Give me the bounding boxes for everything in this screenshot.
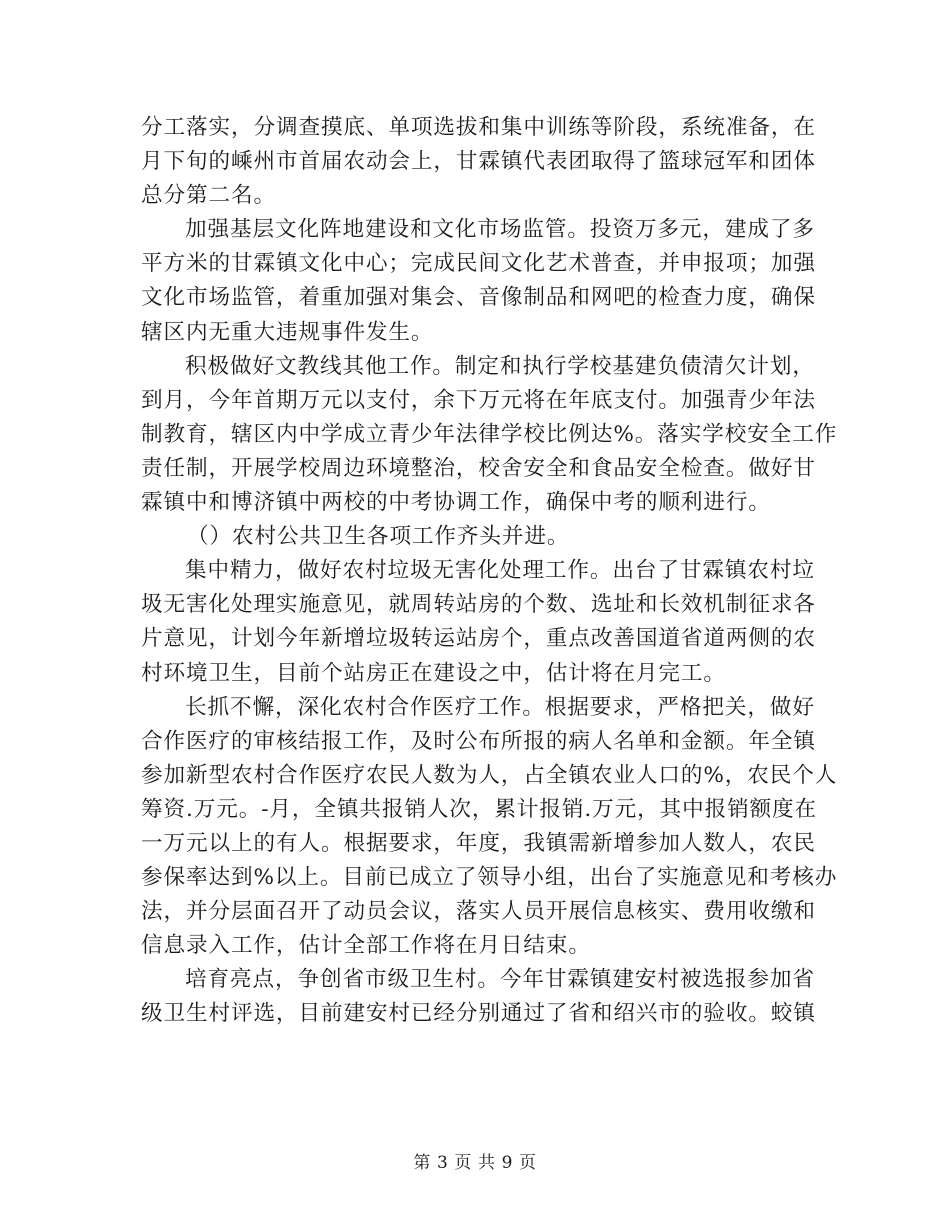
text-line: 村环境卫生，目前个站房正在建设之中，估计将在月完工。: [141, 660, 726, 686]
text-line: 月下旬的嵊州市首届农动会上，甘霖镇代表团取得了篮球冠军和团体: [141, 149, 816, 175]
text-line: 文化市场监管，着重加强对集会、音像制品和网吧的检查力度，确保: [141, 285, 816, 311]
text-line: 总分第二名。: [141, 183, 276, 209]
text-line: 参保率达到%以上。目前已成立了领导小组，出台了实施意见和考核办: [141, 865, 838, 891]
text-line: 参加新型农村合作医疗农民人数为人，占全镇农业人口的%，农民个人: [141, 762, 838, 788]
paragraph-start-line: 培育亮点，争创省市级卫生村。今年甘霖镇建安村被选报参加省: [185, 967, 815, 993]
text-line: 片意见，计划今年新增垃圾转运站房个，重点改善国道省道两侧的农: [141, 626, 816, 652]
text-line: 信息录入工作，估计全部工作将在月日结束。: [141, 933, 591, 959]
text-line: 分工落实，分调查摸底、单项选拔和集中训练等阶段，系统准备，在: [141, 115, 816, 140]
text-line: 到月，今年首期万元以支付，余下万元将在年底支付。加强青少年法: [141, 387, 816, 413]
text-line: 霖镇中和博济镇中两校的中考协调工作，确保中考的顺利进行。: [141, 490, 771, 516]
text-line: 辖区内无重大违规事件发生。: [141, 319, 434, 345]
text-line: 合作医疗的审核结报工作，及时公布所报的病人名单和金额。年全镇: [141, 728, 816, 754]
text-line: 级卫生村评选，目前建安村已经分别通过了省和绍兴市的验收。蛟镇: [141, 1001, 816, 1027]
page-number-footer: 第 3 页 共 9 页: [413, 1153, 537, 1173]
text-line: 筹资.万元。-月，全镇共报销人次，累计报销.万元，其中报销额度在: [141, 796, 818, 822]
text-line: 制教育，辖区内中学成立青少年法律学校比例达%。落实学校安全工作: [141, 421, 838, 447]
text-line: 平方米的甘霖镇文化中心；完成民间文化艺术普查，并申报项；加强: [141, 251, 816, 277]
paragraph-start-line: 集中精力，做好农村垃圾无害化处理工作。出台了甘霖镇农村垃: [185, 558, 815, 584]
text-line: 法，并分层面召开了动员会议，落实人员开展信息核实、费用收缴和: [141, 899, 816, 925]
section-heading: （）农村公共卫生各项工作齐头并进。: [187, 524, 570, 550]
text-line: 圾无害化处理实施意见，就周转站房的个数、选址和长效机制征求各: [141, 592, 816, 618]
body-text: [141, 111, 838, 1032]
paragraph-start-line: 长抓不懈，深化农村合作医疗工作。根据要求，严格把关，做好: [185, 694, 815, 720]
paragraph-start-line: 积极做好文教线其他工作。制定和执行学校基建负债清欠计划，: [185, 353, 815, 379]
paragraph-start-line: 加强基层文化阵地建设和文化市场监管。投资万多元，建成了多: [185, 217, 815, 243]
text-line: 责任制，开展学校周边环境整治，校舍安全和食品安全检查。做好甘: [141, 455, 816, 481]
text-line: 一万元以上的有人。根据要求，年度，我镇需新增参加人数人，农民: [141, 830, 816, 856]
